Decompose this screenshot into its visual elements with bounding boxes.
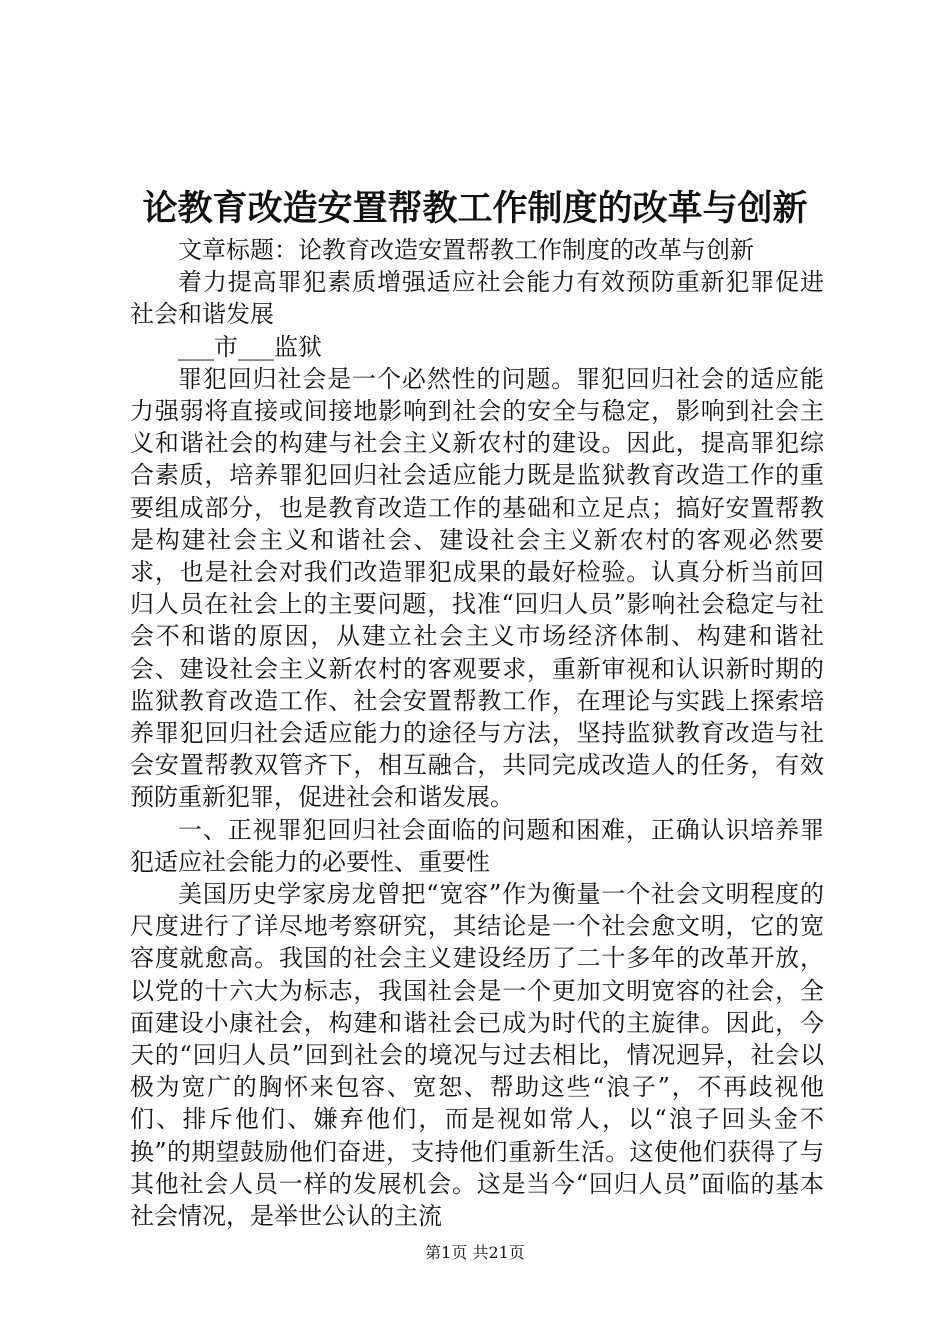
author-line: ___市___监狱 <box>178 332 322 361</box>
subtitle-paragraph: 着力提高罪犯素质增强适应社会能力有效预防重新犯罪促进社会和谐发展 <box>130 268 824 329</box>
section-heading: 一、正视罪犯回归社会面临的问题和困难，正确认识培养罪犯适应社会能力的必要性、重要性 <box>130 815 824 876</box>
page-footer: 第1页 共21页 <box>425 1243 525 1262</box>
article-heading-line: 文章标题：论教育改造安置帮教工作制度的改革与创新 <box>178 236 754 264</box>
intro-paragraph: 罪犯回归社会是一个必然性的问题。罪犯回归社会的适应能力强弱将直接或间接地影响到社会的安全与稳定，影响到社会主义和谐社会的构建与社会主义新农村的建设。因此，提高罪犯综合素质，培养罪犯回归社会适应能力既是监狱教育改造工作的重要组成部分，也是教育改造工作的基础和立足点；搞好安置帮教是构建社会主义和谐社会、建设社会主义新农村的客观必然要求，也是社会对我们改造罪犯成果的最好检验。认真分析当前回归人员在社会上的主要问题，找准“回归人员”影响社会稳定与社会不和谐的原因，从建立社会主义市场经济体制、构建和谐社会、建设社会主义新农村的客观要求，重新审视和认识新时期的监狱教育改造工作、社会安置帮教工作，在理论与实践上探索培养罪犯回归社会适应能力的途径与方法，坚持监狱教育改造与社会安置帮教双管齐下，相互融合，共同完成改造人的任务，有效预防重新犯罪，促进社会和谐发展。 <box>130 364 824 812</box>
document-body <box>130 234 824 1232</box>
body-paragraph: 美国历史学家房龙曾把“宽容”作为衡量一个社会文明程度的尺度进行了详尽地考察研究，其结论是一个社会愈文明，它的宽容度就愈高。我国的社会主义建设经历了二十多年的改革开放，以党的十六大为标志，我国社会是一个更加文明宽容的社会，全面建设小康社会，构建和谐社会已成为时代的主旋律。因此，今天的“回归人员”回到社会的境况与过去相比，情况迥异，社会以极为宽广的胸怀来包容、宽恕、帮助这些“浪子”，不再歧视他们、排斥他们、嫌弃他们，而是视如常人，以“浪子回头金不换”的期望鼓励他们奋进，支持他们重新生活。这使他们获得了与其他社会人员一样的发展机会。这是当今“回归人员”面临的基本社会情况，是举世公认的主流 <box>130 880 824 1231</box>
document-title: 论教育改造安置帮教工作制度的改革与创新 <box>142 188 808 229</box>
